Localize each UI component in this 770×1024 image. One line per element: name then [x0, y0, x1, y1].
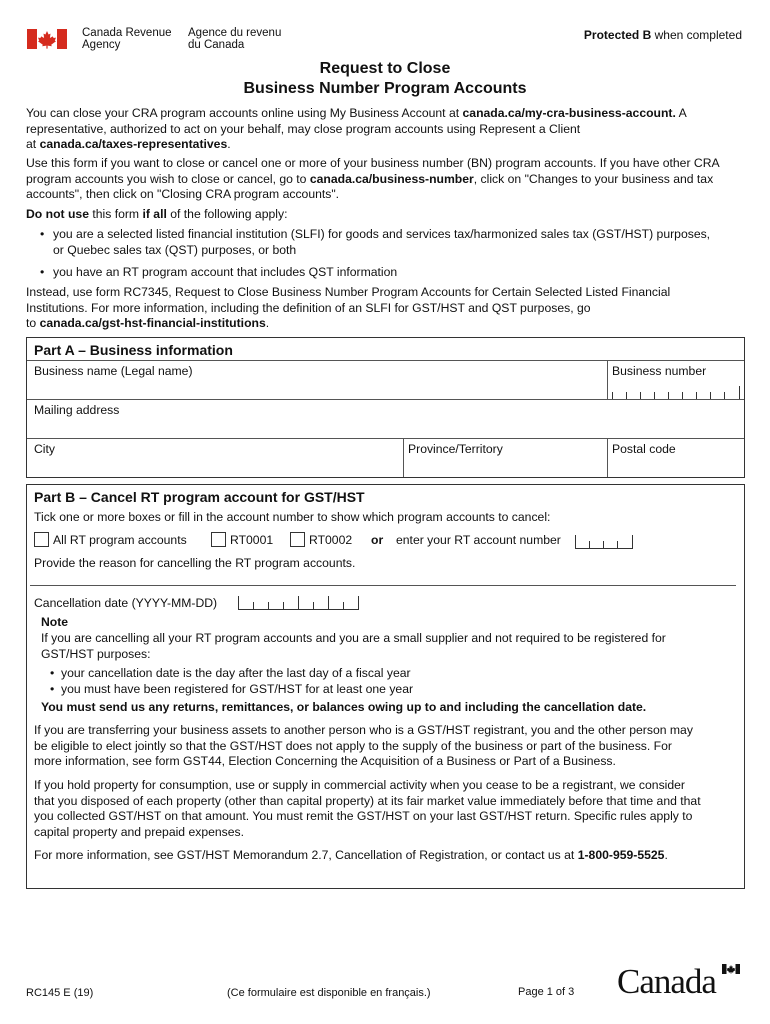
business-number-field[interactable] [612, 386, 740, 400]
note-line: GST/HST purposes: [41, 646, 151, 661]
rt0001-label: RT0001 [230, 533, 274, 547]
intro-paragraph-2 [26, 156, 746, 203]
intro-text: accounts", then click on "Closing CRA program accounts". [26, 187, 340, 201]
property-paragraph [34, 778, 739, 840]
intro-text: at [26, 137, 40, 151]
must-send-text: You must send us any returns, remittances, or balances owing up to and including the cancellation date. [41, 700, 647, 714]
part-b-title: Part B – Cancel RT program account for GST/HST [34, 489, 365, 505]
bullet-qst: you have an RT program account that includes QST information [53, 265, 398, 279]
part-a-title: Part A – Business information [34, 342, 233, 358]
bullet-dot: • [40, 227, 45, 241]
taxes-representatives-link[interactable]: canada.ca/taxes-representatives [39, 137, 228, 151]
intro-text: Use this form if you want to close or cancel one or more of your business number (BN) program accounts. If you have other CRA [26, 156, 720, 170]
para-line: be eligible to elect jointly so that the GST/HST does not apply to the supply of the business or part of the business. For [34, 738, 672, 753]
business-name-field[interactable] [28, 379, 606, 398]
cancellation-date-field[interactable] [238, 596, 359, 610]
note-bullet-1: your cancellation date is the day after the last day of a fiscal year [61, 666, 411, 680]
city-field[interactable] [28, 457, 402, 476]
canada-wordmark [617, 962, 716, 1002]
business-number-link[interactable]: canada.ca/business-number [309, 171, 474, 186]
para-line: that you disposed of each property (other than capital property) at its fair market value immediately before that time and that [34, 793, 701, 808]
page-number: Page 1 of 3 [518, 986, 575, 998]
title-line-2: Business Number Program Accounts [243, 80, 527, 97]
para-line: . [664, 848, 668, 862]
protected-bold: Protected B [583, 28, 652, 42]
mailing-address-field[interactable] [28, 418, 742, 436]
intro-text: . [227, 137, 231, 151]
canada-wordmark-text: Canada [617, 962, 716, 1001]
bullet-dot: • [50, 666, 55, 680]
intro-text: Institutions. For more information, including the definition of an SLFI for GST/HST and QST purposes, go [26, 300, 591, 315]
title-line-1: Request to Close [319, 60, 451, 77]
para-line: more information, see form GST44, Election Concerning the Acquisition of a Business or Part of a Business. [34, 754, 616, 768]
part-b-instruction: Tick one or more boxes or fill in the account number to show which program accounts to cancel: [34, 510, 551, 524]
agency-name-en-2: Agency [82, 39, 121, 51]
rt0001-checkbox[interactable] [211, 532, 226, 547]
intro-text: program accounts you wish to close or cancel, go to [26, 171, 310, 186]
mailing-address-label: Mailing address [34, 403, 120, 417]
or-text: or [371, 533, 384, 547]
note-bullet-2: you must have been registered for GST/HST for at least one year [61, 682, 414, 696]
rt-account-number-field[interactable] [575, 535, 633, 549]
intro-text: . [265, 316, 270, 330]
bullet-slfi [53, 227, 743, 258]
bullet-dot: • [40, 265, 45, 279]
para-line: you collected GST/HST on that amount. You must remit the GST/HST on your last GST/HST return. Specific rules apply to [34, 809, 693, 823]
rt0002-checkbox[interactable] [290, 532, 305, 547]
french-availability: (Ce formulaire est disponible en français.) [227, 987, 431, 999]
canada-flag-icon [27, 29, 67, 49]
do-not-use-line [26, 207, 746, 223]
business-name-label: Business name (Legal name) [34, 364, 193, 378]
postal-code-label: Postal code [612, 442, 676, 456]
intro-text: to [26, 316, 40, 330]
all-rt-accounts-label: All RT program accounts [53, 533, 187, 547]
bullet-text: you are a selected listed financial institution (SLFI) for goods and services tax/harmonized sales tax (GST/HST) purposes, [53, 227, 711, 241]
all-rt-accounts-checkbox[interactable] [34, 532, 49, 547]
para-line: If you hold property for consumption, use or supply in commercial activity when you cease to be a registrant, we consider [34, 778, 685, 792]
protected-label [584, 28, 742, 42]
reason-label: Provide the reason for cancelling the RT program accounts. [34, 556, 356, 570]
note-line: If you are cancelling all your RT program accounts and you are a small supplier and not required to be registered for [41, 631, 666, 645]
intro-text: A [675, 106, 687, 120]
agency-name-fr-1: Agence du revenu [188, 27, 282, 39]
rt0002-label: RT0002 [309, 533, 353, 547]
if-all-bold: if all [142, 207, 167, 221]
business-number-label: Business number [612, 364, 707, 378]
intro-text: , click on "Changes to your business and tax [473, 171, 714, 186]
bullet-text: or Quebec sales tax (QST) purposes, or both [53, 242, 297, 257]
agency-name-fr-2: du Canada [188, 39, 245, 51]
intro-text: Instead, use form RC7345, Request to Close Business Number Program Accounts for Certain Selected Listed Financial [26, 285, 671, 299]
financial-institutions-link[interactable]: canada.ca/gst-hst-financial-institutions [39, 316, 266, 330]
intro-text: representative, authorized to act on your behalf, may close program accounts using Represent a Client [26, 121, 581, 136]
note-text [41, 631, 741, 662]
wordmark-flag-icon [722, 964, 740, 974]
reason-field[interactable] [30, 571, 735, 583]
city-label: City [34, 442, 55, 456]
intro-text: You can close your CRA program accounts online using My Business Account at [26, 106, 463, 120]
my-business-account-link[interactable]: canada.ca/my-cra-business-account. [462, 106, 676, 120]
para-line: For more information, see GST/HST Memorandum 2.7, Cancellation of Registration, or contact us at [34, 848, 578, 862]
do-not-use-bold: Do not use [26, 207, 89, 221]
bullet-dot: • [50, 682, 55, 696]
agency-name-en-1: Canada Revenue [82, 27, 172, 39]
enter-rt-label: enter your RT account number [396, 533, 561, 547]
para-line: capital property and prepaid expenses. [34, 824, 245, 839]
note-title: Note [41, 615, 69, 629]
intro-paragraph-1 [26, 106, 746, 153]
phone-number[interactable]: 1-800-959-5525 [577, 848, 665, 862]
transfer-paragraph [34, 723, 739, 770]
postal-code-field[interactable] [609, 457, 742, 476]
intro-text: of the following apply: [166, 207, 288, 221]
form-id: RC145 E (19) [26, 987, 94, 999]
para-line: If you are transferring your business assets to another person who is a GST/HST registrant, you and the other person may [34, 723, 693, 737]
protected-rest: when completed [651, 28, 742, 42]
more-info-line [34, 848, 739, 864]
intro-text: this form [88, 207, 143, 221]
province-field[interactable] [405, 457, 605, 476]
province-label: Province/Territory [408, 442, 503, 456]
instead-paragraph [26, 285, 746, 332]
cancellation-date-label: Cancellation date (YYYY-MM-DD) [34, 596, 218, 610]
